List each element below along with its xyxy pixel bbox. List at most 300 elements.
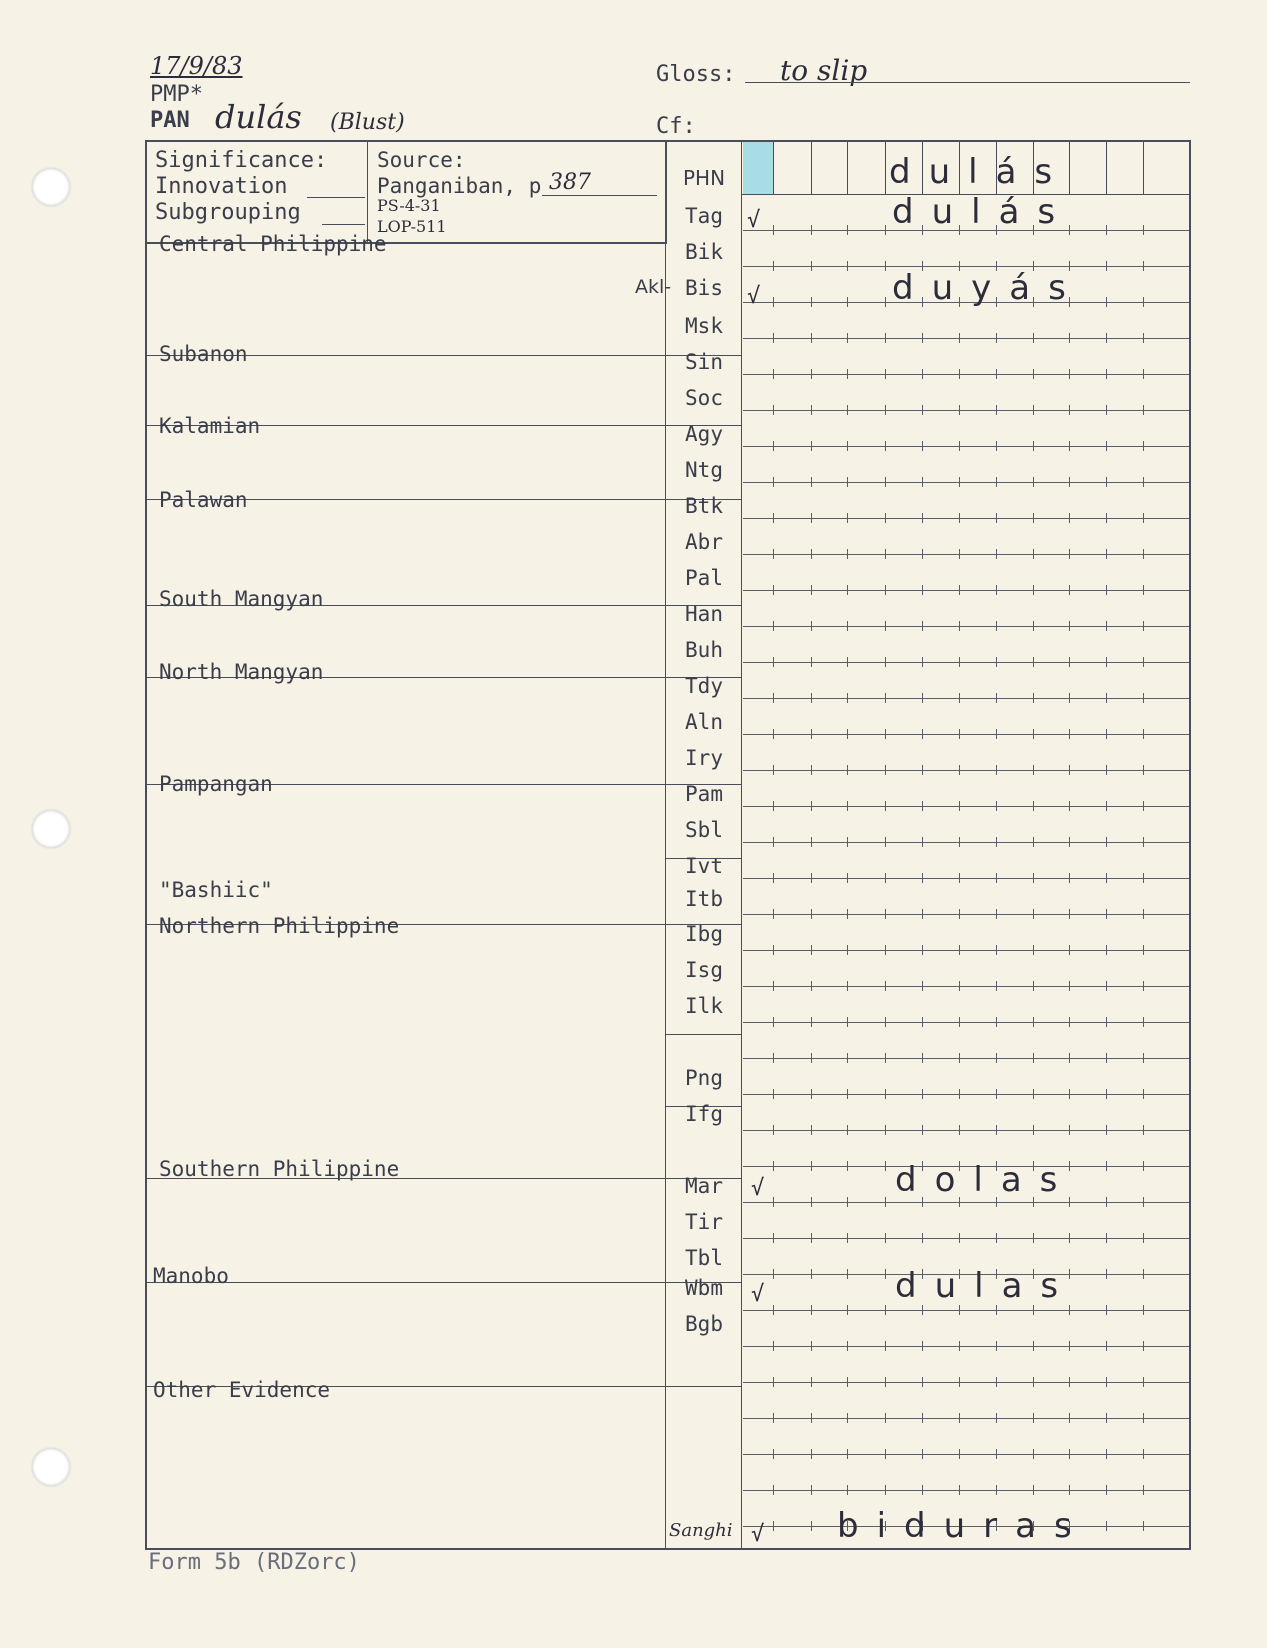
grid-tick [847,297,848,307]
grid-tick [922,1377,923,1387]
grid-tick [773,981,774,991]
grid-tick [996,657,997,667]
grid-tick [773,1521,774,1531]
grid-tick [773,657,774,667]
cf-label: Cf: [656,114,696,139]
grid-tick [885,1377,886,1387]
grid-tick [1143,1125,1144,1135]
grid-rule [743,266,1189,267]
grid-tick [1033,1305,1034,1315]
grid-tick [959,621,960,631]
grid-tick [922,585,923,595]
group-pampangan: Pampangan [159,772,273,796]
lang-soc: Soc [685,386,723,410]
grid-tick [996,405,997,415]
grid-tick [1106,1125,1107,1135]
grid-tick [996,1449,997,1459]
grid-tick [811,1485,812,1495]
grid-tick [1143,1161,1144,1171]
grid-tick [885,513,886,523]
grid-tick [811,729,812,739]
grid-rule [743,590,1189,591]
grid-tick [885,297,886,307]
grid-tick [885,1197,886,1207]
grid-tick [1106,621,1107,631]
grid-tick [847,585,848,595]
grid-tick [885,1233,886,1243]
grid-tick [1143,837,1144,847]
grid-tick [811,1161,812,1171]
grid-tick [1106,1485,1107,1495]
grid-tick [773,1269,774,1279]
date: 17/9/83 [150,52,243,80]
grid-tick [847,513,848,523]
grid-tick [847,1017,848,1027]
grid-tick [996,981,997,991]
grid-tick [1106,1233,1107,1243]
grid-tick [1069,369,1070,379]
group-central-philippine: Central Philippine [159,232,387,256]
grid-tick [773,909,774,919]
grid-tick [959,1341,960,1351]
lang-akl-prefix: Akl- [635,276,672,298]
grid-tick [847,1413,848,1423]
grid-tick [847,1305,848,1315]
grid-tick [885,1305,886,1315]
grid-tick [1106,1449,1107,1459]
grid-tick [1033,909,1034,919]
grid-tick [959,1377,960,1387]
grid-tick [885,333,886,343]
grid-tick [922,1305,923,1315]
grid-tick [811,621,812,631]
lang-pal: Pal [685,566,723,590]
grid-tick [1106,261,1107,271]
grid-tick [773,1089,774,1099]
grid-tick [1033,981,1034,991]
grid-tick [959,1053,960,1063]
grid-tick [811,1125,812,1135]
grid-tick [811,1197,812,1207]
source-page: 387 [549,170,591,195]
binder-hole-top [32,168,70,206]
grid-tick [1143,369,1144,379]
lang-tbl: Tbl [685,1246,723,1270]
grid-tick [1069,441,1070,451]
grid-tick [885,225,886,235]
grid-tick [1106,1521,1107,1531]
grid-tick [847,1197,848,1207]
grid-tick [959,1089,960,1099]
lang-agy: Agy [685,422,723,446]
grid-tick [1033,657,1034,667]
grid-tick [1143,513,1144,523]
grid-tick [922,873,923,883]
grid-tick [1033,1125,1034,1135]
grid-tick [1106,513,1107,523]
subgrouping-blank [322,224,365,225]
grid-tick [1106,1017,1107,1027]
lang-iry: Iry [685,746,723,770]
grid-rule [743,1238,1189,1239]
grid-tick [1033,1089,1034,1099]
grid-tick [885,549,886,559]
grid-tick [1143,729,1144,739]
grid-tick [1033,1233,1034,1243]
grid-tick [922,693,923,703]
grid-tick [847,801,848,811]
grid-tick [1143,1449,1144,1459]
grid-tick [1069,585,1070,595]
grid-tick [773,693,774,703]
grid-tick [996,693,997,703]
grid-tick [1033,369,1034,379]
grid-tick [1069,333,1070,343]
phn-highlight-cell [743,142,773,194]
lang-bgb: Bgb [685,1312,723,1336]
grid-tick [996,1233,997,1243]
grid-tick [1069,1233,1070,1243]
grid-tick [1106,1197,1107,1207]
grid-tick [1143,1341,1144,1351]
grid-tick [1069,1413,1070,1423]
lang-ibg: Ibg [685,922,723,946]
lang-phn: PHN [682,166,726,190]
grid-tick [1106,441,1107,451]
grid-tick [959,873,960,883]
grid-tick [1143,873,1144,883]
lang-tir: Tir [685,1210,723,1234]
grid-tick [773,729,774,739]
grid-tick [1106,1161,1107,1171]
grid-tick [811,405,812,415]
lang-ntg: Ntg [685,458,723,482]
check-sanghi: √ [751,1522,765,1547]
grid-tick [959,513,960,523]
grid-tick [1106,1269,1107,1279]
grid-tick [922,1053,923,1063]
grid-tick [811,1449,812,1459]
subgrouping-label: Subgrouping [155,200,301,225]
grid-tick [811,477,812,487]
gloss-underline [745,82,1190,83]
grid-tick [1069,549,1070,559]
grid-tick [922,1485,923,1495]
grid-tick [773,1449,774,1459]
grid-tick [885,1341,886,1351]
grid-tick [1106,1305,1107,1315]
grid-tick [1033,1449,1034,1459]
grid-tick [922,981,923,991]
grid-tick [1143,981,1144,991]
lang-msk: Msk [685,314,723,338]
grid-tick [922,405,923,415]
grid-tick [847,981,848,991]
grid-tick [996,729,997,739]
grid-tick [847,225,848,235]
grid-tick [1033,549,1034,559]
grid-tick [773,513,774,523]
grid-tick [1143,1269,1144,1279]
grid-tick [847,1485,848,1495]
grid-tick [922,1413,923,1423]
grid-tick [1143,801,1144,811]
grid-tick [1033,621,1034,631]
gloss-value: to slip [780,54,868,87]
group-palawan: Palawan [159,488,248,512]
grid-tick [996,585,997,595]
grid-tick [1143,1089,1144,1099]
grid-tick [1069,1341,1070,1351]
grid-tick [773,1305,774,1315]
grid-tick [773,1197,774,1207]
grid-tick [922,441,923,451]
grid-tick [1106,369,1107,379]
grid-tick [885,369,886,379]
grid-tick [885,405,886,415]
grid-tick [1106,1053,1107,1063]
grid-tick [847,1341,848,1351]
entry-bis: duyás [892,268,1084,308]
grid-rule [743,626,1189,627]
grid-tick [773,1053,774,1063]
grid-tick [922,657,923,667]
grid-tick [922,729,923,739]
grid-tick [847,621,848,631]
grid-tick [847,945,848,955]
grid-rule [743,878,1189,879]
check-mar: √ [751,1176,765,1201]
grid-tick [847,1125,848,1135]
grid-tick [1143,657,1144,667]
grid-tick [773,945,774,955]
grid-tick [885,1485,886,1495]
grid-tick [959,1485,960,1495]
form-footer: Form 5b (RDZorc) [148,1550,360,1575]
grid-rule [743,1490,1189,1491]
grid-tick [1143,405,1144,415]
grid-tick [996,621,997,631]
grid-tick [1106,1377,1107,1387]
lang-abr: Abr [685,530,723,554]
grid-tick [1106,909,1107,919]
grid-tick [996,1017,997,1027]
grid-tick [773,873,774,883]
grid-tick [847,261,848,271]
grid-tick [885,909,886,919]
grid-tick [922,1341,923,1351]
grid-tick [1143,297,1144,307]
grid-tick [1033,1017,1034,1027]
grid-tick [996,549,997,559]
grid-tick [811,873,812,883]
grid-tick [1106,405,1107,415]
grid-tick [773,1413,774,1423]
grid-tick [811,1017,812,1027]
lang-han: Han [685,602,723,626]
grid-tick [959,369,960,379]
cognate-form [145,140,1191,1550]
grid-tick [1033,585,1034,595]
grid-tick [811,693,812,703]
grid-tick [773,225,774,235]
grid-tick [773,441,774,451]
grid-tick [959,657,960,667]
grid-tick [885,657,886,667]
grid-tick [847,1089,848,1099]
grid-tick [1143,1053,1144,1063]
grid-tick [811,297,812,307]
grid-tick [885,1089,886,1099]
grid-tick [811,549,812,559]
grid-tick [847,1233,848,1243]
grid-tick [847,1269,848,1279]
lang-wbm: Wbm [685,1276,723,1300]
group-north-mangyan: North Mangyan [159,660,324,684]
grid-tick [996,1089,997,1099]
grid-tick [1106,729,1107,739]
grid-tick [1143,585,1144,595]
grid-tick [1069,801,1070,811]
grid-tick [773,837,774,847]
grid-tick [1069,513,1070,523]
grid-tick [811,1341,812,1351]
grid-tick [885,621,886,631]
gloss-label: Gloss: [656,62,736,87]
grid-tick [1033,441,1034,451]
grid-tick [922,621,923,631]
grid-tick [996,369,997,379]
grid-tick [885,1125,886,1135]
grid-tick [811,513,812,523]
grid-tick [922,477,923,487]
grid-tick [959,1017,960,1027]
grid-tick [773,1233,774,1243]
grid-tick [1143,477,1144,487]
grid-tick [811,585,812,595]
grid-tick [811,981,812,991]
grid-tick [1069,1377,1070,1387]
grid-tick [773,1161,774,1171]
check-tag: √ [747,208,761,233]
grid-tick [847,369,848,379]
grid-tick [1069,1089,1070,1099]
grid-rule [743,806,1189,807]
grid-tick [773,1017,774,1027]
grid-rule [743,1310,1189,1311]
grid-rule [743,950,1189,951]
grid-rule [743,482,1189,483]
lang-aln: Aln [685,710,723,734]
grid-tick [1033,1053,1034,1063]
grid-rule [743,914,1189,915]
grid-tick [811,801,812,811]
grid-tick [996,1305,997,1315]
grid-tick [773,549,774,559]
lang-ilk: Ilk [685,994,723,1018]
group-south-mangyan: South Mangyan [159,587,324,611]
grid-tick [811,1089,812,1099]
grid-tick [996,333,997,343]
grid-tick [1106,801,1107,811]
innovation-label: Innovation [155,174,288,199]
grid-tick [847,333,848,343]
grid-tick [1069,621,1070,631]
binder-hole-middle [32,810,70,848]
grid-tick [847,837,848,847]
grid-tick [773,405,774,415]
grid-tick [1106,1089,1107,1099]
lang-tag: Tag [685,204,723,228]
grid-tick [773,333,774,343]
grid-tick [885,873,886,883]
grid-rule [743,698,1189,699]
grid-tick [1033,405,1034,415]
grid-tick [885,477,886,487]
grid-tick [1143,1521,1144,1531]
grid-rule [743,1022,1189,1023]
grid-tick [847,693,848,703]
lang-isg: Isg [685,958,723,982]
reference-1: PS-4-31 [377,196,441,215]
grid-tick [847,1449,848,1459]
group-southern-philippine: Southern Philippine [159,1157,400,1181]
grid-tick [885,945,886,955]
grid-tick [996,1341,997,1351]
grid-tick [959,801,960,811]
grid-rule [743,1346,1189,1347]
grid-rule [743,986,1189,987]
grid-tick [1143,1485,1144,1495]
source-value: Panganiban, p [377,174,542,198]
grid-rule [743,770,1189,771]
lang-png: Png [685,1066,723,1090]
grid-tick [959,909,960,919]
grid-tick [773,297,774,307]
grid-tick [773,585,774,595]
grid-tick [996,1053,997,1063]
language-column-left-border [665,242,666,1550]
grid-tick [1106,333,1107,343]
grid-rule [743,554,1189,555]
grid-tick [847,765,848,775]
grid-tick [959,1233,960,1243]
grid-tick [922,801,923,811]
grid-tick [1106,981,1107,991]
grid-rule [743,842,1189,843]
grid-tick [922,945,923,955]
grid-tick [885,1413,886,1423]
group-subanon: Subanon [159,342,248,366]
grid-rule [743,518,1189,519]
grid-tick [811,945,812,955]
entry-mar: dolas [895,1160,1076,1200]
grid-tick [1069,405,1070,415]
significance-label: Significance: [155,148,328,173]
grid-tick [885,837,886,847]
attribution: (Blust) [330,110,405,135]
grid-rule [743,1058,1189,1059]
grid-tick [1069,477,1070,487]
grid-tick [1069,729,1070,739]
group-bashiic: "Bashiic" [159,878,273,902]
grid-rule [743,446,1189,447]
grid-tick [959,1413,960,1423]
grid-tick [885,585,886,595]
reconstruction: dulás [215,98,302,136]
check-wbm: √ [751,1282,765,1307]
entry-wbm: dulas [895,1266,1077,1306]
